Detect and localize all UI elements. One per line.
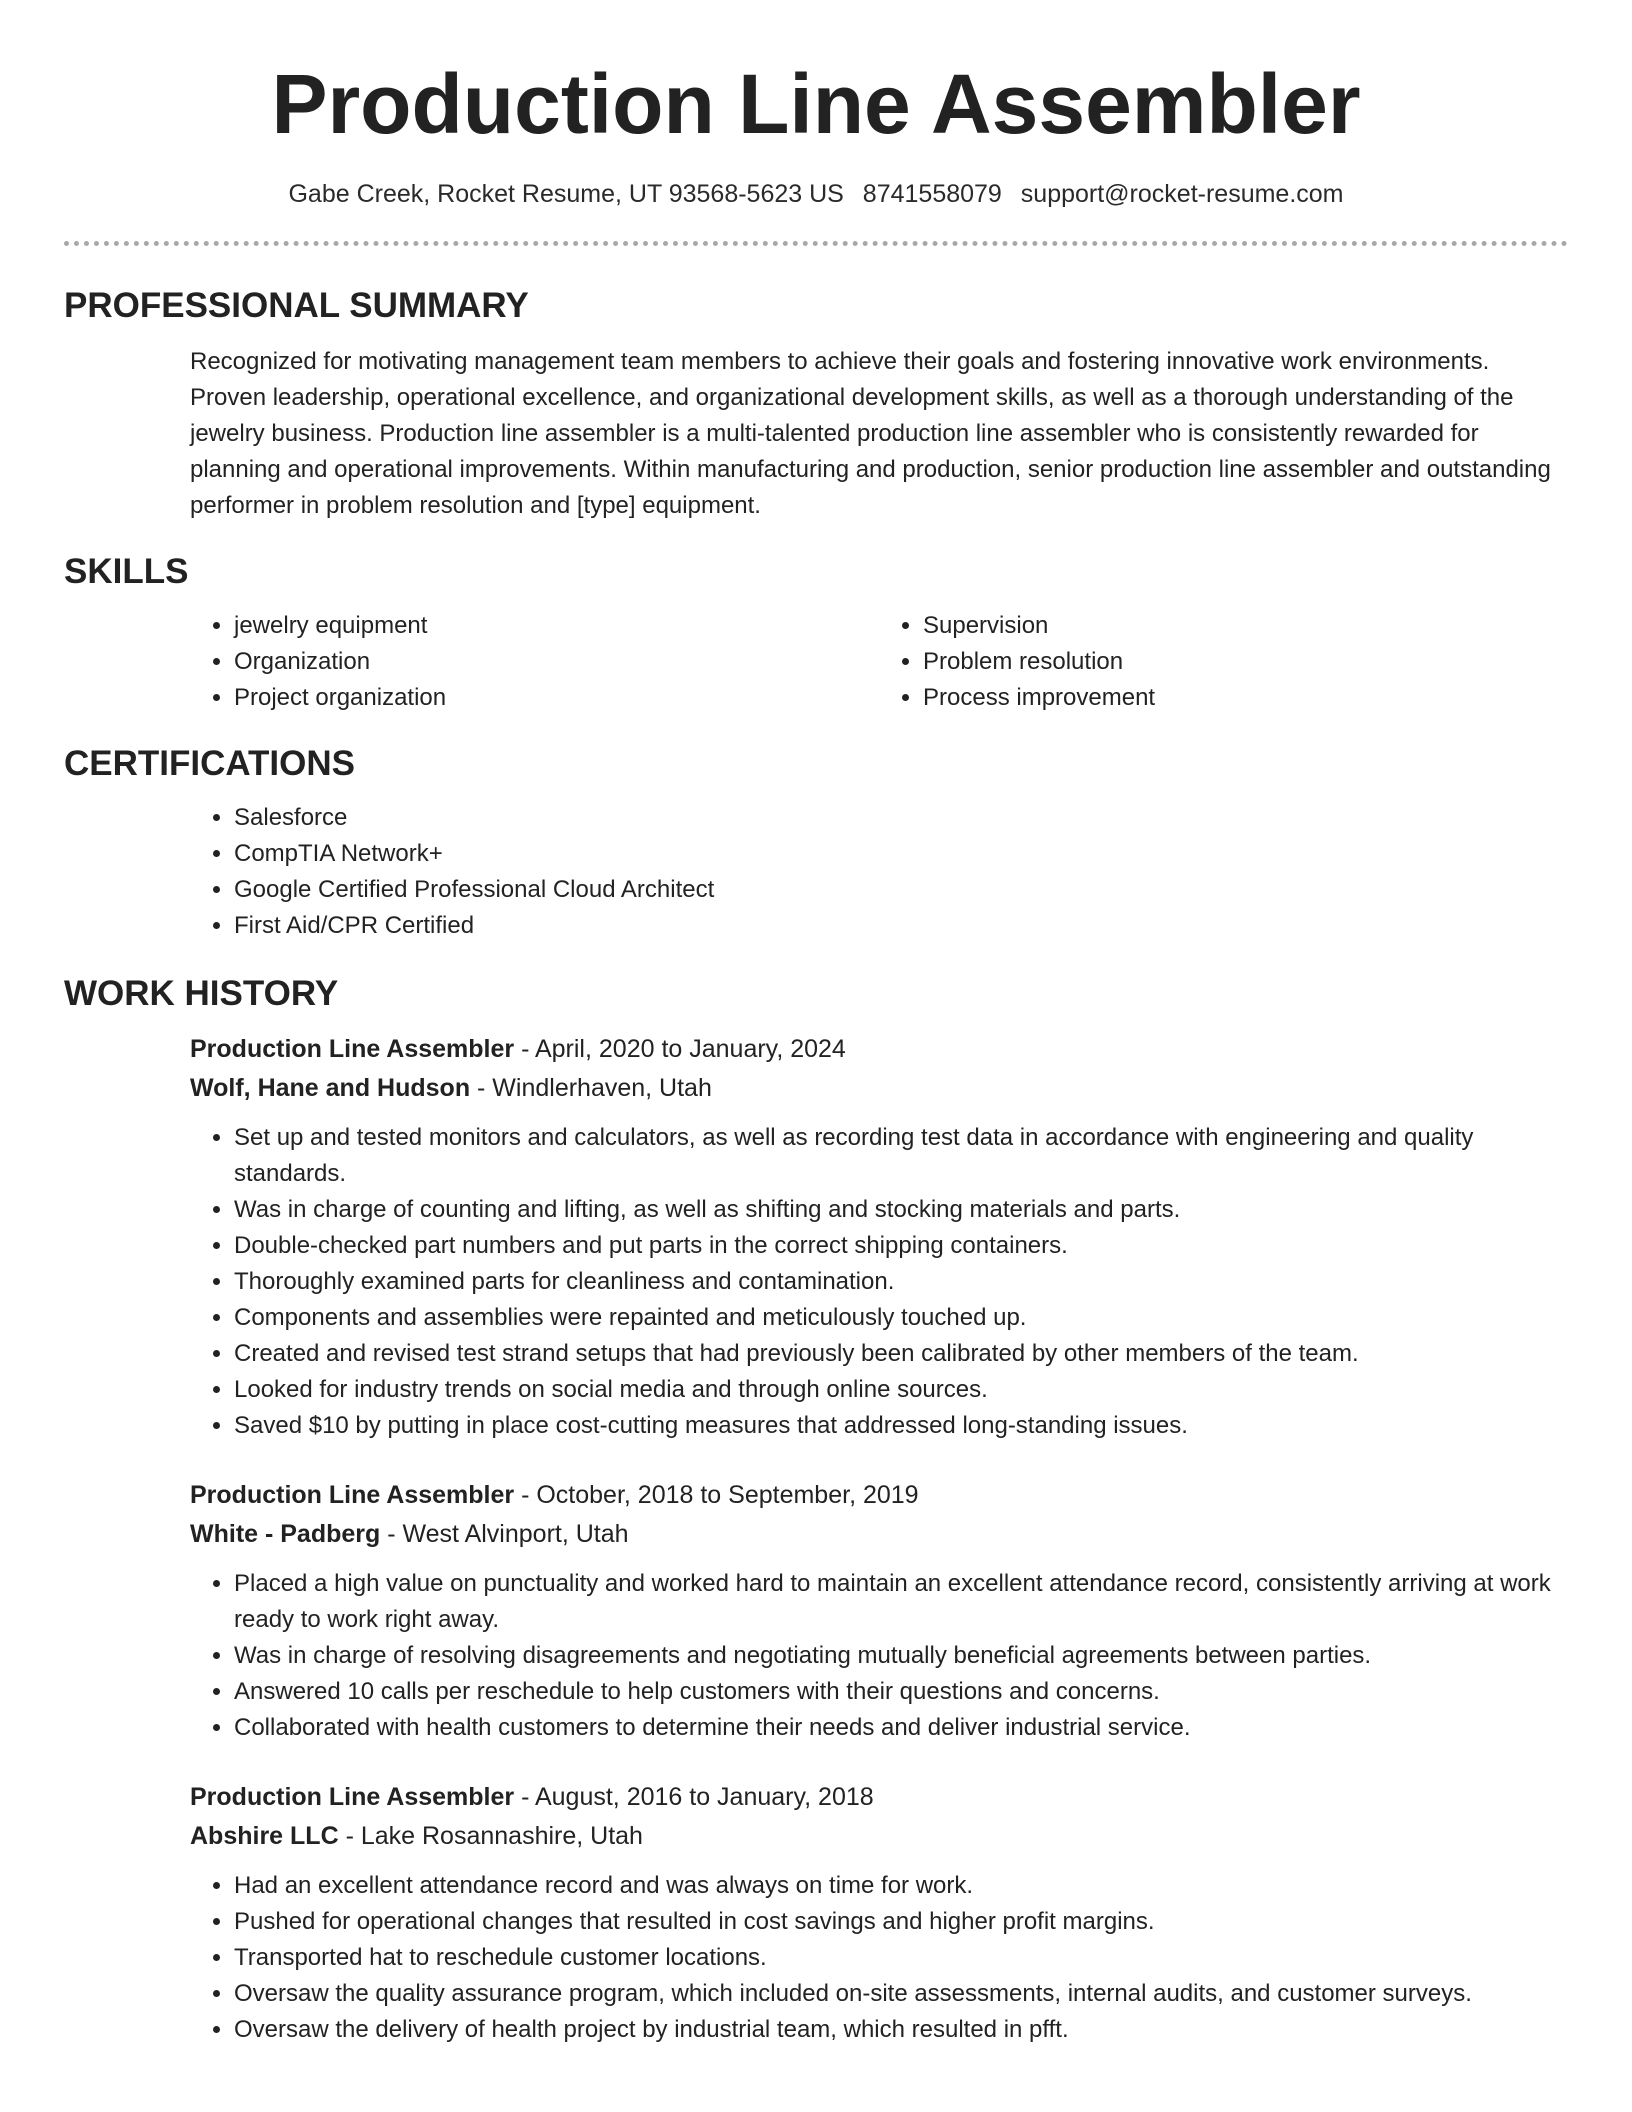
job-role: Production Line Assembler <box>190 1783 515 1811</box>
job-bullet: • Oversaw the delivery of health project by industrial team, which resulted in pfft. <box>234 2012 1568 2048</box>
header-divider <box>64 241 1568 246</box>
job-dates: - April, 2020 to January, 2024 <box>514 1035 846 1063</box>
skill-item: • Organization <box>234 644 879 680</box>
job-bullets <box>190 1868 1568 2048</box>
job-bullet: • Set up and tested monitors and calculators, as well as recording test data in accordance with engineering and quality standards. <box>234 1120 1568 1192</box>
job-bullet: • Was in charge of resolving disagreements and negotiating mutually beneficial agreements between parties. <box>234 1638 1568 1674</box>
job-bullet: • Answered 10 calls per reschedule to help customers with their questions and concerns. <box>234 1674 1568 1710</box>
certifications-heading: CERTIFICATIONS <box>64 744 356 783</box>
job-bullet: • Saved $10 by putting in place cost-cutting measures that addressed long-standing issues. <box>234 1408 1568 1444</box>
job-entry <box>190 1778 1568 2048</box>
job-company: White - Padberg <box>190 1520 381 1548</box>
job-location: - Lake Rosannashire, Utah <box>338 1822 643 1850</box>
job-role: Production Line Assembler <box>190 1035 515 1063</box>
job-bullet: • Transported hat to reschedule customer locations. <box>234 1940 1568 1976</box>
certification-item: • Salesforce <box>234 800 1568 836</box>
job-title-line <box>190 1476 1568 1515</box>
candidate-name: Production Line Assembler <box>271 57 1361 151</box>
contact-email: support@rocket-resume.com <box>1020 180 1344 208</box>
contact-address: Gabe Creek, Rocket Resume, UT 93568-5623 US <box>288 180 844 208</box>
job-bullet: • Looked for industry trends on social media and through online sources. <box>234 1372 1568 1408</box>
job-bullet: • Components and assemblies were repainted and meticulously touched up. <box>234 1300 1568 1336</box>
certification-item: • First Aid/CPR Certified <box>234 908 1568 944</box>
job-company-line <box>190 1515 1568 1554</box>
job-bullets <box>190 1120 1568 1444</box>
job-bullet: • Placed a high value on punctuality and worked hard to maintain an excellent attendance record, consistently arriving at work ready to work right away. <box>234 1566 1568 1638</box>
job-bullet: • Thoroughly examined parts for cleanliness and contamination. <box>234 1264 1568 1300</box>
job-location: - Windlerhaven, Utah <box>470 1074 712 1102</box>
job-entry <box>190 1476 1568 1746</box>
skill-item: • Process improvement <box>923 680 1568 716</box>
job-title-line <box>190 1778 1568 1817</box>
job-bullet: • Had an excellent attendance record and was always on time for work. <box>234 1868 1568 1904</box>
work-history-heading: WORK HISTORY <box>64 974 339 1013</box>
skill-item: • jewelry equipment <box>234 608 879 644</box>
job-bullet: • Oversaw the quality assurance program, which included on-site assessments, internal audits, and customer surveys. <box>234 1976 1568 2012</box>
summary-text: Recognized for motivating management team members to achieve their goals and fostering innovative work environments. Proven leadership, operational excellence, and organizational development skills, as well as a thorough understanding of the jewelry business. Production line assembler is a multi-talented production line assembler who is consistently rewarded for planning and operational improvements. Within manufacturing and production, senior production line assembler and outstanding performer in problem resolution and [type] equipment. <box>190 348 1551 519</box>
job-company-line <box>190 1817 1568 1856</box>
job-company: Abshire LLC <box>190 1822 339 1850</box>
job-bullet: • Double-checked part numbers and put parts in the correct shipping containers. <box>234 1228 1568 1264</box>
contact-line <box>64 180 1568 209</box>
job-bullets <box>190 1566 1568 1746</box>
skills-columns <box>190 608 1568 716</box>
certification-item: • Google Certified Professional Cloud Architect <box>234 872 1568 908</box>
job-bullet: • Pushed for operational changes that resulted in cost savings and higher profit margins. <box>234 1904 1568 1940</box>
skill-item: • Project organization <box>234 680 879 716</box>
certification-item: • CompTIA Network+ <box>234 836 1568 872</box>
job-bullet: • Collaborated with health customers to determine their needs and deliver industrial service. <box>234 1710 1568 1746</box>
contact-phone: 8741558079 <box>862 180 1002 208</box>
job-company-line <box>190 1069 1568 1108</box>
certifications-block <box>190 800 1568 944</box>
skill-item: • Supervision <box>923 608 1568 644</box>
summary-heading: PROFESSIONAL SUMMARY <box>64 286 529 325</box>
job-bullet: • Created and revised test strand setups that had previously been calibrated by other members of the team. <box>234 1336 1568 1372</box>
job-dates: - August, 2016 to January, 2018 <box>514 1783 874 1811</box>
skills-heading: SKILLS <box>64 552 189 591</box>
skills-list-left <box>190 608 879 716</box>
job-bullet: • Was in charge of counting and lifting, as well as shifting and stocking materials and parts. <box>234 1192 1568 1228</box>
skill-item: • Problem resolution <box>923 644 1568 680</box>
skills-list-right <box>879 608 1568 716</box>
job-company: Wolf, Hane and Hudson <box>190 1074 471 1102</box>
job-entry <box>190 1030 1568 1444</box>
job-dates: - October, 2018 to September, 2019 <box>514 1481 919 1509</box>
job-role: Production Line Assembler <box>190 1481 515 1509</box>
job-location: - West Alvinport, Utah <box>380 1520 629 1548</box>
job-title-line <box>190 1030 1568 1069</box>
certifications-list <box>190 800 1568 944</box>
